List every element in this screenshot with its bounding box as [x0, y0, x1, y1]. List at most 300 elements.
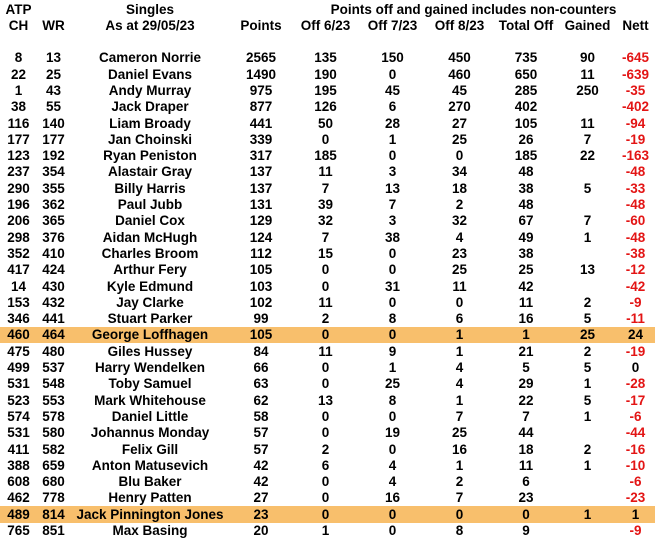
table-row [0, 148, 655, 164]
cell-nett: -19 [625, 131, 646, 147]
note-label: Points off and gained includes non-counters [330, 2, 617, 18]
table-row [0, 506, 655, 522]
cell-ch: 417 [7, 262, 30, 278]
cell-wr: 25 [45, 66, 62, 82]
cell-off-8-23: 0 [455, 294, 464, 310]
cell-gained [559, 164, 616, 180]
cell-off-7-23: 150 [381, 50, 404, 66]
col-header-points: Points [240, 18, 282, 33]
table-row [0, 376, 655, 392]
cell-player-name: Jack Pinnington Jones [70, 506, 230, 522]
cell-off-7-23: 0 [388, 408, 397, 424]
cell-wr: 362 [42, 197, 65, 213]
cell-gained [559, 246, 616, 262]
cell-player-name: Henry Patten [108, 490, 192, 506]
cell-points: 137 [249, 180, 273, 196]
cell-total-off: 105 [514, 115, 538, 131]
cell-wr: 464 [37, 327, 70, 343]
cell-player-name: Blu Baker [118, 474, 182, 490]
cell-off-6-23: 39 [317, 197, 334, 213]
cell-ch: 523 [7, 392, 30, 408]
cell-player-name: Giles Hussey [107, 343, 193, 359]
cell-player-name: Felix Gill [121, 441, 179, 457]
cell-total-off: 42 [518, 278, 534, 294]
cell-ch: 290 [7, 180, 30, 196]
cell-off-6-23: 11 [318, 294, 333, 310]
cell-off-8-23: 2 [455, 474, 464, 490]
cell-wr: 354 [42, 164, 65, 180]
cell-off-7-23: 31 [384, 278, 401, 294]
cell-nett: -48 [625, 229, 646, 245]
cell-off-8-23: 1 [455, 343, 464, 359]
table-row [0, 311, 655, 327]
table-row [0, 229, 655, 245]
cell-player-name: Jan Choinski [107, 131, 193, 147]
cell-off-7-23: 0 [359, 506, 426, 522]
cell-points: 131 [249, 197, 273, 213]
atp-label: ATP [5, 2, 32, 18]
col-header-as-at-date: As at 29/05/23 [105, 18, 195, 33]
singles-label: Singles [125, 2, 174, 18]
cell-gained: 7 [583, 213, 592, 229]
table-row [0, 327, 655, 343]
cell-total-off: 11 [518, 457, 534, 473]
cell-points: 105 [230, 327, 292, 343]
cell-off-6-23: 2 [321, 441, 330, 457]
col-header-total-off: Total Off [498, 18, 554, 33]
cell-nett: -28 [625, 376, 646, 392]
cell-player-name: Ryan Peniston [103, 148, 197, 164]
cell-off-8-23: 4 [455, 360, 464, 376]
cell-player-name: Max Basing [112, 523, 188, 538]
cell-ch: 1 [14, 82, 23, 98]
header-row-top [0, 2, 655, 18]
cell-off-7-23: 19 [384, 425, 401, 441]
cell-nett: -16 [625, 441, 646, 457]
header-row-columns [0, 18, 655, 33]
cell-points: 63 [253, 376, 269, 392]
cell-ch: 8 [14, 50, 23, 66]
cell-player-name: Aidan McHugh [102, 229, 198, 245]
table-row [0, 490, 655, 506]
col-header-off-6-23: Off 6/23 [300, 18, 351, 33]
cell-gained: 1 [583, 457, 592, 473]
cell-points: 84 [253, 343, 269, 359]
cell-gained: 7 [583, 131, 592, 147]
cell-gained: 1 [583, 376, 592, 392]
table-row [0, 523, 655, 539]
cell-off-6-23: 190 [314, 66, 337, 82]
col-header-ch: CH [8, 18, 29, 33]
cell-total-off: 22 [518, 392, 534, 408]
cell-player-name: Arthur Fery [113, 262, 187, 278]
cell-total-off: 1 [493, 327, 559, 343]
cell-gained: 22 [579, 148, 596, 164]
cell-total-off: 185 [514, 148, 538, 164]
cell-gained: 250 [576, 82, 599, 98]
cell-nett: -17 [625, 392, 646, 408]
cell-off-7-23: 38 [384, 229, 401, 245]
cell-player-name: Andy Murray [108, 82, 192, 98]
cell-off-7-23: 16 [384, 490, 401, 506]
cell-ch: 531 [7, 425, 30, 441]
cell-total-off: 16 [518, 311, 534, 327]
cell-ch: 352 [7, 245, 30, 261]
cell-wr: 553 [42, 392, 65, 408]
cell-off-6-23: 11 [318, 164, 333, 180]
cell-nett: -94 [625, 115, 646, 131]
cell-off-8-23: 4 [455, 376, 464, 392]
cell-off-8-23: 8 [455, 523, 464, 538]
cell-player-name: Kyle Edmund [106, 278, 194, 294]
cell-points: 1490 [245, 66, 277, 82]
cell-ch: 489 [0, 506, 37, 522]
cell-gained: 5 [583, 311, 592, 327]
cell-ch: 14 [10, 278, 27, 294]
cell-total-off: 650 [514, 66, 538, 82]
cell-player-name: Toby Samuel [108, 376, 192, 392]
cell-gained [559, 523, 616, 539]
cell-total-off: 67 [518, 213, 534, 229]
cell-ch: 123 [7, 148, 30, 164]
cell-total-off: 48 [518, 164, 534, 180]
cell-nett: 1 [616, 506, 655, 522]
table-row [0, 131, 655, 147]
cell-wr: 424 [42, 262, 65, 278]
cell-total-off: 9 [522, 523, 530, 538]
cell-off-8-23: 0 [426, 506, 493, 522]
cell-wr: 177 [42, 131, 65, 147]
table-row [0, 409, 655, 425]
cell-off-7-23: 45 [384, 82, 401, 98]
cell-ch: 531 [7, 376, 30, 392]
cell-gained: 13 [579, 262, 596, 278]
cell-ch: 116 [7, 115, 30, 131]
table-row [0, 83, 655, 99]
cell-ch: 177 [7, 131, 30, 147]
cell-wr: 480 [42, 343, 65, 359]
cell-off-6-23: 0 [321, 376, 330, 392]
cell-off-7-23: 25 [384, 376, 401, 392]
cell-off-8-23: 6 [455, 311, 464, 327]
table-row [0, 246, 655, 262]
cell-wr: 430 [42, 278, 65, 294]
cell-ch: 196 [7, 197, 30, 213]
cell-wr: 55 [45, 99, 62, 115]
cell-ch: 153 [7, 294, 30, 310]
cell-total-off: 38 [518, 245, 534, 261]
cell-wr: 814 [37, 506, 70, 522]
table-row [0, 180, 655, 196]
cell-points: 877 [249, 99, 273, 115]
cell-total-off: 6 [522, 474, 530, 490]
cell-gained [559, 425, 616, 441]
cell-gained: 90 [579, 50, 596, 66]
cell-total-off: 735 [514, 50, 538, 66]
table-row [0, 343, 655, 359]
cell-wr: 680 [42, 474, 65, 490]
cell-wr: 355 [42, 180, 65, 196]
cell-player-name: Alastair Gray [107, 164, 193, 180]
table-row [0, 392, 655, 408]
cell-ch: 765 [7, 523, 30, 538]
cell-off-6-23: 11 [318, 343, 333, 359]
cell-player-name: Billy Harris [114, 180, 186, 196]
cell-off-7-23: 8 [388, 311, 397, 327]
cell-off-7-23: 0 [388, 294, 397, 310]
cell-player-name: Daniel Cox [115, 213, 185, 229]
cell-gained [559, 197, 616, 213]
cell-nett: -35 [625, 82, 646, 98]
cell-nett: -10 [625, 457, 646, 473]
cell-player-name: Daniel Little [111, 408, 189, 424]
cell-ch: 411 [7, 441, 30, 457]
cell-off-8-23: 25 [451, 425, 468, 441]
cell-gained: 11 [580, 115, 595, 131]
cell-wr: 13 [45, 50, 62, 66]
cell-points: 441 [249, 115, 273, 131]
cell-player-name: Mark Whitehouse [94, 392, 206, 408]
cell-points: 129 [249, 213, 273, 229]
cell-off-8-23: 2 [455, 197, 464, 213]
cell-points: 105 [249, 262, 273, 278]
cell-wr: 778 [42, 490, 65, 506]
cell-off-6-23: 32 [317, 213, 334, 229]
cell-ch: 388 [7, 457, 30, 473]
cell-off-7-23: 28 [384, 115, 401, 131]
cell-off-6-23: 0 [321, 490, 330, 506]
cell-off-7-23: 4 [388, 474, 397, 490]
cell-off-6-23: 185 [314, 148, 337, 164]
cell-off-8-23: 32 [451, 213, 468, 229]
cell-points: 23 [230, 506, 292, 522]
cell-off-7-23: 1 [388, 360, 397, 376]
cell-ch: 206 [7, 213, 30, 229]
table-row [0, 294, 655, 310]
cell-off-7-23: 3 [388, 213, 397, 229]
cell-nett: -60 [625, 213, 646, 229]
cell-off-6-23: 1 [321, 523, 330, 538]
cell-gained: 5 [583, 360, 592, 376]
cell-off-6-23: 0 [321, 425, 330, 441]
col-header-nett: Nett [622, 18, 649, 33]
cell-nett: -639 [621, 66, 650, 82]
cell-off-8-23: 34 [451, 164, 468, 180]
cell-wr: 659 [42, 457, 65, 473]
cell-off-6-23: 0 [321, 408, 330, 424]
cell-player-name: Charles Broom [101, 245, 199, 261]
cell-gained: 2 [583, 441, 592, 457]
cell-gained: 25 [559, 327, 616, 343]
cell-off-6-23: 0 [292, 506, 359, 522]
cell-player-name: Liam Broady [109, 115, 191, 131]
cell-off-7-23: 7 [388, 197, 397, 213]
cell-nett: -12 [625, 262, 646, 278]
cell-nett: -19 [625, 343, 646, 359]
spacer-cell [230, 2, 292, 18]
cell-off-6-23: 2 [321, 311, 330, 327]
cell-off-6-23: 0 [321, 474, 330, 490]
col-header-gained: Gained [564, 18, 611, 33]
cell-player-name: Harry Wendelken [94, 360, 206, 376]
cell-off-7-23: 3 [388, 164, 397, 180]
cell-off-7-23: 0 [388, 262, 397, 278]
cell-ch: 499 [7, 360, 30, 376]
cell-off-6-23: 13 [317, 392, 334, 408]
cell-wr: 376 [42, 229, 65, 245]
cell-points: 339 [249, 131, 273, 147]
cell-off-8-23: 45 [451, 82, 468, 98]
cell-off-6-23: 15 [317, 245, 334, 261]
cell-player-name: Daniel Evans [107, 66, 193, 82]
cell-points: 103 [249, 278, 273, 294]
table-row [0, 278, 655, 294]
cell-points: 112 [250, 245, 272, 261]
cell-off-8-23: 1 [455, 457, 464, 473]
cell-nett: -42 [625, 278, 646, 294]
cell-gained [559, 490, 616, 506]
cell-ch: 237 [7, 164, 30, 180]
cell-points: 42 [253, 457, 269, 473]
cell-wr: 582 [42, 441, 65, 457]
cell-nett: 0 [631, 360, 640, 376]
table-row [0, 66, 655, 82]
cell-nett: -11 [626, 311, 645, 327]
cell-total-off: 26 [518, 131, 534, 147]
spacer-row [0, 33, 655, 50]
cell-ch: 460 [0, 327, 37, 343]
cell-player-name: Paul Jubb [117, 197, 183, 213]
cell-off-6-23: 7 [321, 229, 330, 245]
cell-wr: 43 [45, 82, 62, 98]
cell-wr: 140 [42, 115, 65, 131]
cell-off-8-23: 270 [448, 99, 471, 115]
table-row [0, 197, 655, 213]
cell-wr: 851 [42, 523, 65, 538]
table-row [0, 115, 655, 131]
cell-points: 102 [249, 294, 273, 310]
col-header-off-8-23: Off 8/23 [434, 18, 485, 33]
spacer-cell [37, 2, 70, 18]
cell-wr: 441 [42, 311, 65, 327]
cell-off-8-23: 7 [455, 408, 464, 424]
table-row [0, 213, 655, 229]
cell-gained: 5 [583, 180, 592, 196]
cell-nett: -23 [625, 490, 646, 506]
cell-gained: 1 [559, 506, 616, 522]
cell-player-name: George Loffhagen [70, 327, 230, 343]
cell-off-6-23: 0 [321, 278, 330, 294]
table-row [0, 441, 655, 457]
table-row [0, 360, 655, 376]
cell-off-6-23: 50 [317, 115, 334, 131]
cell-ch: 608 [7, 474, 30, 490]
cell-off-7-23: 8 [388, 392, 397, 408]
cell-gained: 11 [580, 66, 595, 82]
cell-off-8-23: 18 [451, 180, 468, 196]
cell-total-off: 402 [514, 99, 538, 115]
cell-points: 124 [249, 229, 273, 245]
cell-ch: 22 [10, 66, 27, 82]
cell-wr: 548 [42, 376, 65, 392]
table-row [0, 50, 655, 66]
cell-wr: 580 [42, 425, 65, 441]
cell-total-off: 44 [518, 425, 534, 441]
cell-total-off: 5 [522, 360, 530, 376]
cell-off-6-23: 6 [321, 457, 330, 473]
cell-nett: -44 [625, 425, 646, 441]
cell-off-8-23: 4 [455, 229, 464, 245]
cell-gained: 1 [583, 229, 592, 245]
cell-ch: 298 [7, 229, 30, 245]
cell-off-8-23: 25 [451, 131, 468, 147]
cell-total-off: 38 [518, 180, 534, 196]
cell-wr: 365 [42, 213, 65, 229]
cell-points: 2565 [245, 50, 277, 66]
cell-player-name: Stuart Parker [107, 311, 193, 327]
cell-off-6-23: 0 [321, 262, 330, 278]
col-header-wr: WR [42, 18, 65, 33]
table-row [0, 457, 655, 473]
cell-gained [559, 474, 616, 490]
cell-total-off: 21 [518, 343, 534, 359]
cell-off-8-23: 11 [452, 278, 467, 294]
cell-gained: 1 [583, 408, 592, 424]
cell-total-off: 18 [518, 441, 534, 457]
col-header-off-7-23: Off 7/23 [367, 18, 418, 33]
cell-wr: 192 [42, 148, 65, 164]
cell-off-8-23: 1 [426, 327, 493, 343]
table-row [0, 474, 655, 490]
cell-off-8-23: 16 [451, 441, 468, 457]
cell-off-8-23: 25 [451, 262, 468, 278]
table-row [0, 262, 655, 278]
cell-nett: -9 [629, 523, 642, 538]
cell-wr: 432 [42, 294, 65, 310]
cell-off-8-23: 0 [455, 148, 464, 164]
cell-off-8-23: 27 [451, 115, 468, 131]
cell-points: 66 [253, 360, 269, 376]
table-row [0, 99, 655, 115]
cell-off-6-23: 7 [321, 180, 330, 196]
cell-nett: -6 [629, 474, 642, 490]
cell-points: 317 [249, 148, 273, 164]
cell-total-off: 23 [518, 490, 534, 506]
cell-nett: -9 [629, 294, 642, 310]
cell-points: 137 [249, 164, 273, 180]
cell-off-8-23: 7 [455, 490, 464, 506]
cell-total-off: 285 [514, 82, 538, 98]
cell-nett: -48 [625, 197, 646, 213]
cell-off-6-23: 0 [321, 360, 330, 376]
cell-nett: -38 [625, 245, 646, 261]
cell-ch: 38 [10, 99, 27, 115]
cell-off-8-23: 460 [448, 66, 471, 82]
cell-points: 58 [253, 408, 269, 424]
cell-points: 57 [253, 441, 269, 457]
cell-nett: -33 [625, 180, 646, 196]
cell-total-off: 7 [522, 408, 530, 424]
cell-points: 42 [253, 474, 269, 490]
cell-total-off: 49 [518, 229, 534, 245]
cell-ch: 346 [7, 311, 30, 327]
cell-off-6-23: 0 [321, 131, 330, 147]
cell-off-8-23: 450 [448, 50, 471, 66]
cell-nett: 24 [616, 327, 655, 343]
cell-off-7-23: 0 [388, 66, 397, 82]
cell-points: 57 [253, 425, 269, 441]
cell-gained [559, 99, 616, 115]
